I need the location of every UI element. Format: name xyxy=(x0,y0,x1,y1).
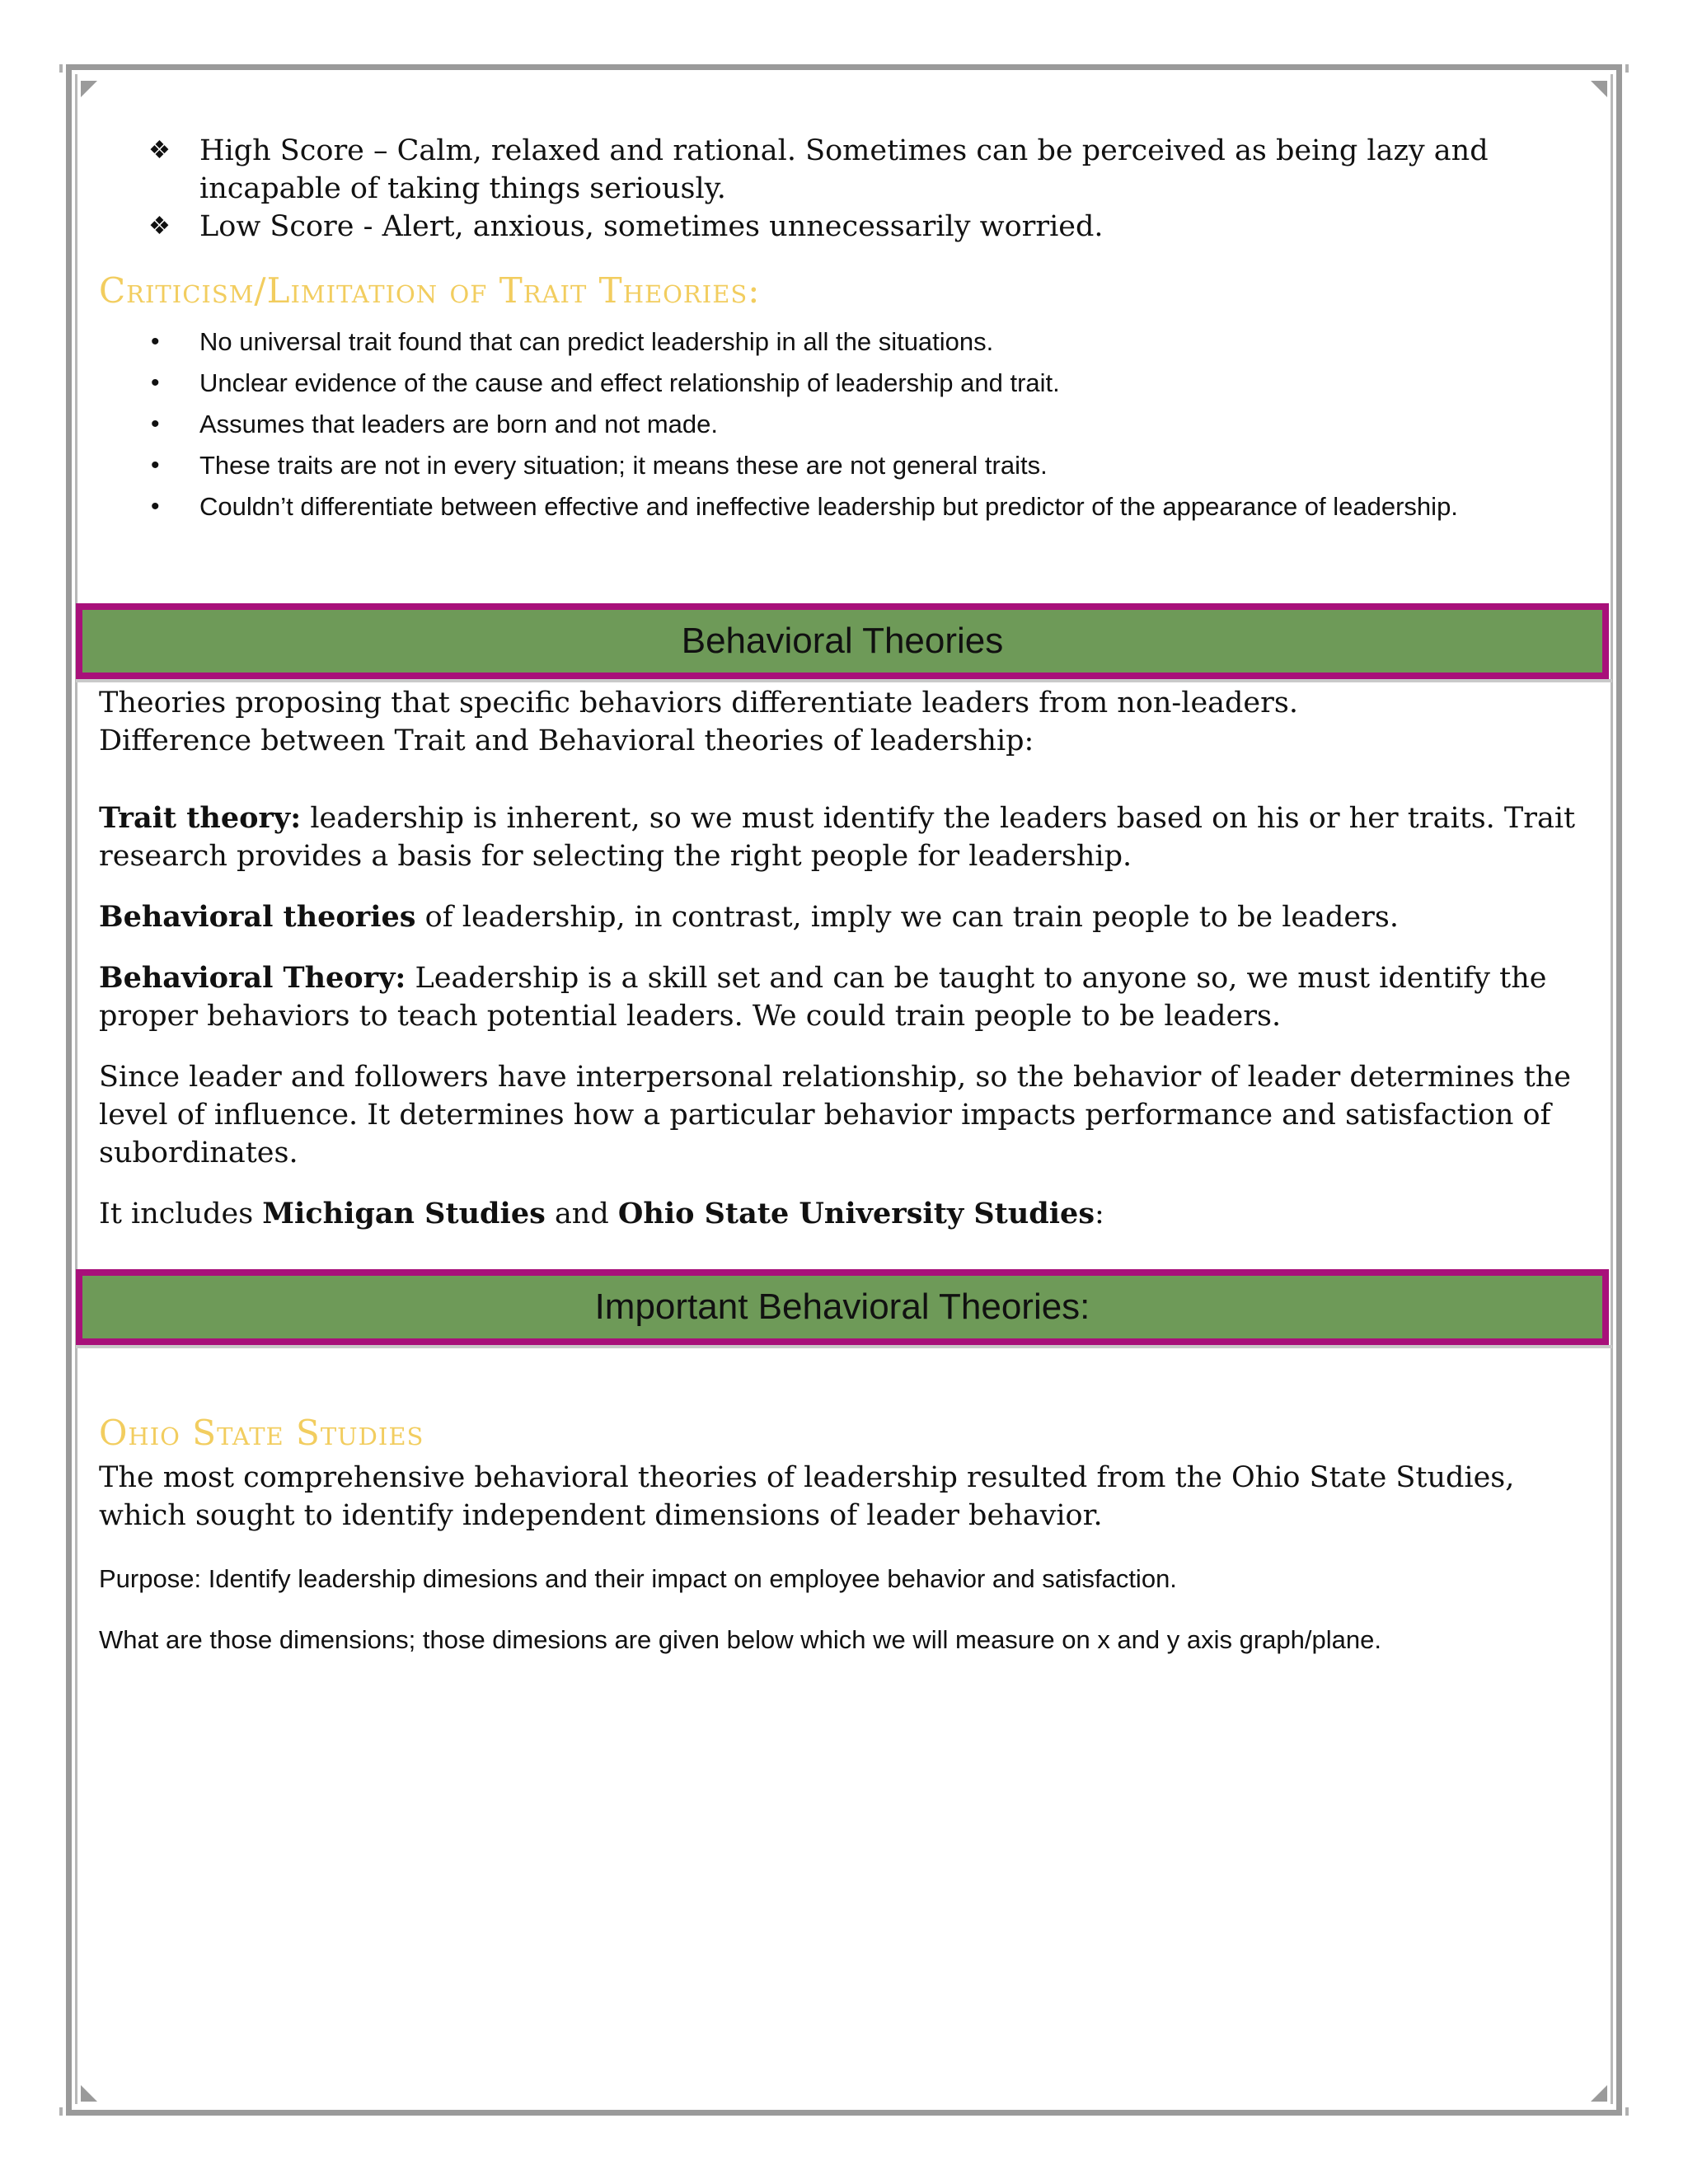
corner-ornament-icon xyxy=(81,81,97,97)
frame-dash xyxy=(1625,64,1629,73)
behavioral-theory-paragraph xyxy=(99,959,1582,1035)
list-item xyxy=(148,404,1517,445)
paragraph-text: leadership is inherent, so we must identify the leaders based on his or her traits. Trait research provides a basis for selecting the right people for leadership. xyxy=(99,802,1576,873)
corner-ornament-icon xyxy=(81,2085,97,2102)
frame-dash xyxy=(59,2107,63,2116)
important-theories-banner xyxy=(76,1269,1609,1345)
criticism-list xyxy=(148,321,1517,527)
banner-title: Important Behavioral Theories: xyxy=(594,1286,1090,1327)
influence-paragraph: Since leader and followers have interpersonal relationship, so the behavior of leader determines the level of influence. It determines how a particular behavior impacts performance and satisfaction of subordinates. xyxy=(99,1061,1572,1169)
frame-dash xyxy=(1625,2107,1629,2116)
banner-divider xyxy=(76,1345,1612,1348)
diamond-bullet-icon: ❖ xyxy=(148,136,171,165)
frame-inner-right xyxy=(1611,74,1613,2104)
includes-paragraph xyxy=(99,1195,1582,1233)
paragraph-text: It includes xyxy=(99,1197,263,1230)
corner-ornament-icon xyxy=(1591,81,1607,97)
term-label: Trait theory: xyxy=(99,801,302,835)
ohio-heading: Ohio State Studies xyxy=(99,1413,424,1453)
paragraph-text: of leadership, in contrast, imply we can train people to be leaders. xyxy=(415,901,1399,934)
list-item-text: High Score – Calm, relaxed and rational. Sometimes can be perceived as being lazy and incapable of taking things seriously. xyxy=(199,134,1489,205)
list-item-text: No universal trait found that can predict leadership in all the situations. xyxy=(199,327,994,356)
list-item xyxy=(148,208,1566,246)
ohio-paragraph: The most comprehensive behavioral theories of leadership resulted from the Ohio State Studies, which sought to identify independent dimensions of leader behavior. xyxy=(99,1461,1515,1532)
dimensions-paragraph: What are those dimensions; those dimesions are given below which we will measure on x and y axis graph/plane. xyxy=(99,1625,1381,1654)
frame-top xyxy=(66,64,1622,70)
list-item xyxy=(148,321,1517,363)
criticism-heading: Criticism/Limitation of Trait Theories: xyxy=(99,270,761,311)
list-item xyxy=(148,132,1566,208)
term-label: Behavioral theories xyxy=(99,900,416,934)
behavioral-theories-banner xyxy=(76,603,1609,679)
bullet-icon: • xyxy=(151,493,160,520)
list-item xyxy=(148,486,1517,527)
corner-ornament-icon xyxy=(1591,2085,1607,2102)
bullet-icon: • xyxy=(151,452,160,479)
banner-title: Behavioral Theories xyxy=(681,621,1004,661)
trait-score-list xyxy=(148,132,1566,246)
behavioral-theories-paragraph xyxy=(99,898,1582,936)
bullet-icon: • xyxy=(151,410,160,438)
trait-theory-paragraph xyxy=(99,799,1582,875)
frame-inner-left xyxy=(75,74,77,2104)
intro-line: Difference between Trait and Behavioral theories of leadership: xyxy=(99,724,1034,757)
list-item-text: These traits are not in every situation; it means these are not general traits. xyxy=(199,451,1048,480)
behavioral-intro xyxy=(99,684,1582,760)
term-label: Behavioral Theory: xyxy=(99,961,406,995)
paragraph-text: Leadership is a skill set and can be taught to anyone so, we must identify the proper behaviors to teach potential leaders. We could train people to be leaders. xyxy=(99,962,1547,1033)
banner-divider xyxy=(76,679,1612,682)
purpose-paragraph: Purpose: Identify leadership dimesions and their impact on employee behavior and satisfaction. xyxy=(99,1564,1177,1593)
paragraph-text: and xyxy=(545,1197,618,1230)
list-item-text: Couldn’t differentiate between effective and ineffective leadership but predictor of the appearance of leadership. xyxy=(199,492,1458,521)
frame-dash xyxy=(59,64,63,73)
list-item-text: Low Score - Alert, anxious, sometimes unnecessarily worried. xyxy=(199,210,1104,243)
frame-right xyxy=(1616,64,1622,2116)
bullet-icon: • xyxy=(151,369,160,396)
term-label: Michigan Studies xyxy=(262,1197,546,1230)
intro-line: Theories proposing that specific behaviors differentiate leaders from non-leaders. xyxy=(99,687,1298,719)
term-label: Ohio State University Studies xyxy=(617,1197,1095,1230)
bullet-icon: • xyxy=(151,328,160,355)
diamond-bullet-icon: ❖ xyxy=(148,212,171,241)
list-item-text: Unclear evidence of the cause and effect relationship of leadership and trait. xyxy=(199,368,1060,397)
list-item xyxy=(148,445,1517,486)
list-item xyxy=(148,363,1517,404)
paragraph-text: : xyxy=(1095,1197,1104,1230)
frame-bottom xyxy=(66,2110,1622,2116)
frame-left xyxy=(66,64,72,2116)
list-item-text: Assumes that leaders are born and not made. xyxy=(199,410,718,438)
